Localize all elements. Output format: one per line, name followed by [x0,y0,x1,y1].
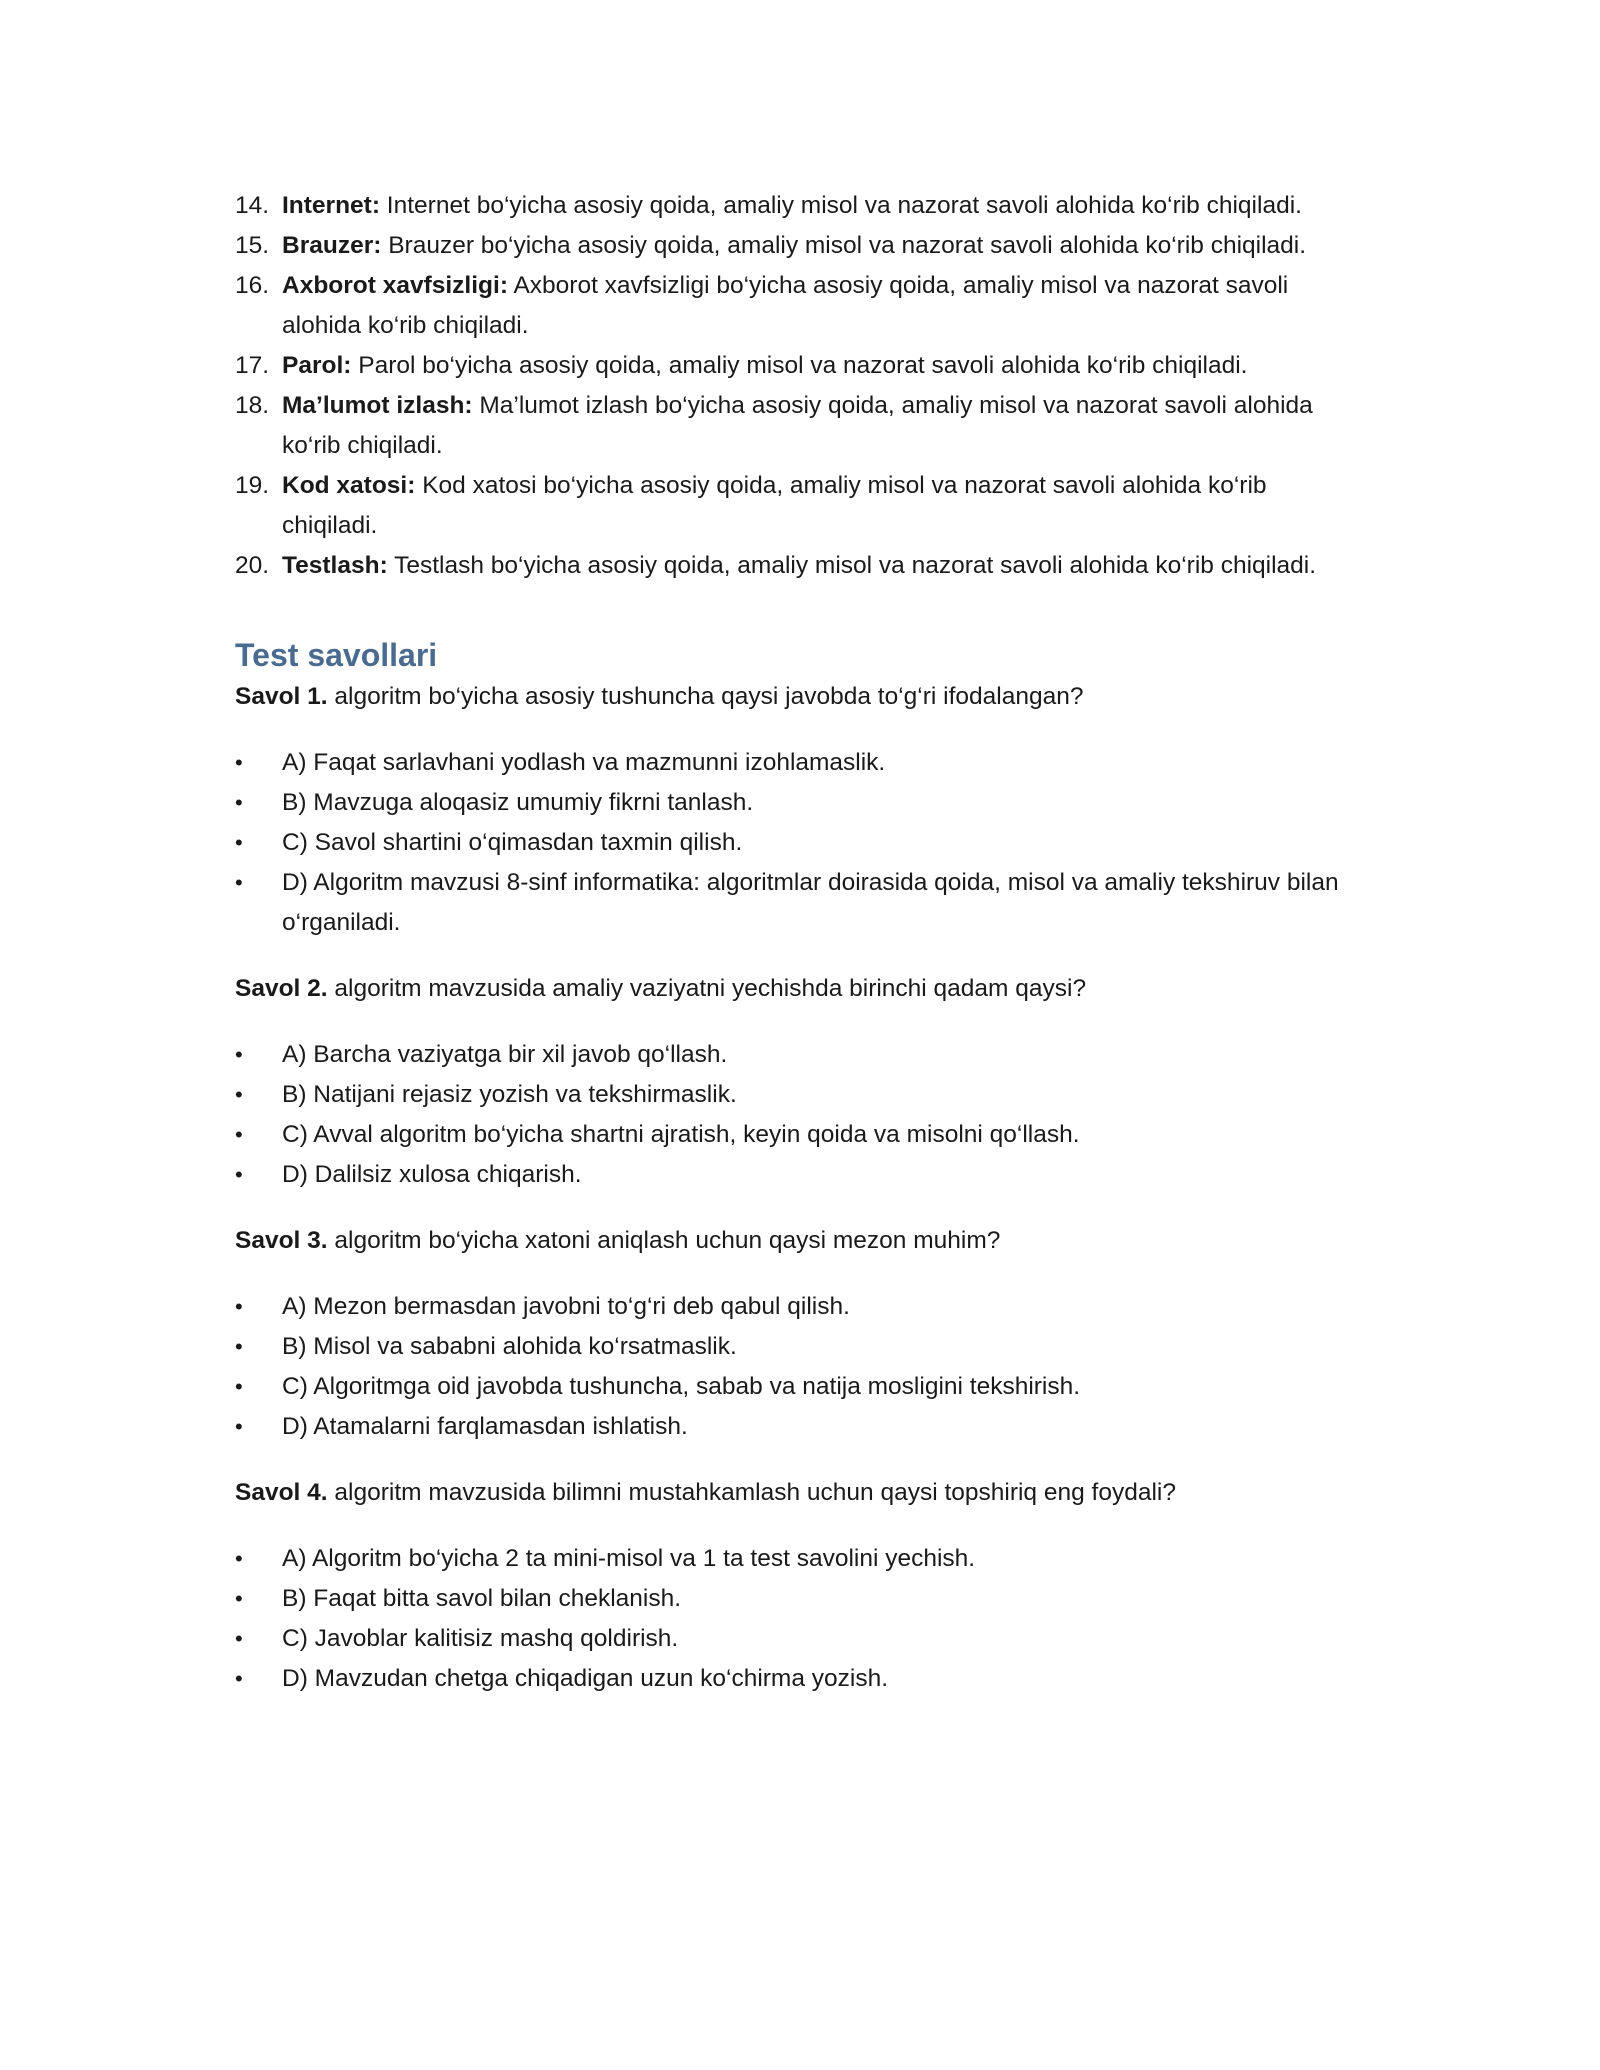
bullet-icon: • [235,1294,243,1319]
question-1-options [235,743,1355,943]
option-text: A) Barcha vaziyatga bir xil javob qo‘llash. [282,1041,728,1068]
answer-option [235,1619,1355,1659]
answer-option [235,1287,1355,1327]
terms-list [235,186,1355,586]
item-number: 18. [235,392,270,419]
option-text: B) Faqat bitta savol bilan cheklanish. [282,1585,682,1612]
bullet-icon: • [235,1122,243,1147]
bullet-icon: • [235,1042,243,1067]
answer-option [235,1407,1355,1447]
answer-option [235,1659,1355,1699]
bullet-icon: • [235,1374,243,1399]
answer-option [235,783,1355,823]
question-label: Savol 1. [235,683,328,710]
item-number: 20. [235,552,270,579]
question-1 [235,677,1355,717]
list-item [235,186,1355,226]
bullet-icon: • [235,1082,243,1107]
item-text: Axborot xavfsizligi bo‘yicha asosiy qoida, amaliy misol va nazorat savoli alohida ko‘rib chiqiladi. [282,272,1289,339]
item-number: 19. [235,472,270,499]
answer-option [235,1155,1355,1195]
item-number: 16. [235,272,270,299]
option-text: A) Algoritm bo‘yicha 2 ta mini-misol va 1 ta test savolini yechish. [282,1545,976,1572]
question-3-options [235,1287,1355,1447]
item-term: Kod xatosi: [282,472,416,499]
item-text: Kod xatosi bo‘yicha asosiy qoida, amaliy misol va nazorat savoli alohida ko‘rib chiqiladi. [282,472,1267,539]
option-text: C) Algoritmga oid javobda tushuncha, sabab va natija mosligini tekshirish. [282,1373,1081,1400]
list-item [235,466,1355,546]
bullet-icon: • [235,790,243,815]
question-2-options [235,1035,1355,1195]
question-2 [235,969,1355,1009]
question-text: algoritm mavzusida bilimni mustahkamlash uchun qaysi topshiriq eng foydali? [327,1479,1176,1506]
item-term: Parol: [282,352,352,379]
question-label: Savol 2. [235,975,328,1002]
option-text: B) Natijani rejasiz yozish va tekshirmaslik. [282,1081,737,1108]
option-text: C) Javoblar kalitisiz mashq qoldirish. [282,1625,679,1652]
item-text: Internet bo‘yicha asosiy qoida, amaliy misol va nazorat savoli alohida ko‘rib chiqiladi. [380,192,1302,219]
list-item [235,266,1355,346]
answer-option [235,1539,1355,1579]
answer-option [235,1035,1355,1075]
item-term: Testlash: [282,552,388,579]
answer-option [235,823,1355,863]
option-text: A) Mezon bermasdan javobni to‘g‘ri deb qabul qilish. [282,1293,850,1320]
list-item [235,386,1355,466]
bullet-icon: • [235,750,243,775]
bullet-icon: • [235,870,243,895]
item-number: 14. [235,192,270,219]
answer-option [235,1075,1355,1115]
option-text: C) Savol shartini o‘qimasdan taxmin qilish. [282,829,743,856]
option-text: D) Dalilsiz xulosa chiqarish. [282,1161,582,1188]
question-label: Savol 4. [235,1479,328,1506]
answer-option [235,1579,1355,1619]
answer-option [235,1327,1355,1367]
bullet-icon: • [235,1626,243,1651]
item-text: Parol bo‘yicha asosiy qoida, amaliy misol va nazorat savoli alohida ko‘rib chiqiladi. [351,352,1248,379]
list-item [235,546,1355,586]
item-term: Internet: [282,192,380,219]
bullet-icon: • [235,1334,243,1359]
question-4-options [235,1539,1355,1699]
item-number: 15. [235,232,270,259]
item-number: 17. [235,352,270,379]
bullet-icon: • [235,1666,243,1691]
item-term: Axborot xavfsizligi: [282,272,508,299]
question-text: algoritm bo‘yicha xatoni aniqlash uchun qaysi mezon muhim? [327,1227,1001,1254]
question-text: algoritm mavzusida amaliy vaziyatni yechishda birinchi qadam qaysi? [327,975,1087,1002]
item-text: Ma’lumot izlash bo‘yicha asosiy qoida, amaliy misol va nazorat savoli alohida ko‘rib chiqiladi. [282,392,1313,459]
bullet-icon: • [235,1546,243,1571]
answer-option [235,863,1355,943]
item-term: Brauzer: [282,232,382,259]
answer-option [235,1115,1355,1155]
item-text: Testlash bo‘yicha asosiy qoida, amaliy misol va nazorat savoli alohida ko‘rib chiqiladi. [387,552,1317,579]
option-text: C) Avval algoritm bo‘yicha shartni ajratish, keyin qoida va misolni qo‘llash. [282,1121,1080,1148]
option-text: D) Mavzudan chetga chiqadigan uzun ko‘chirma yozish. [282,1665,889,1692]
bullet-icon: • [235,830,243,855]
answer-option [235,743,1355,783]
question-text: algoritm bo‘yicha asosiy tushuncha qaysi javobda to‘g‘ri ifodalangan? [327,683,1084,710]
list-item [235,226,1355,266]
question-4 [235,1473,1355,1513]
question-3 [235,1221,1355,1261]
answer-option [235,1367,1355,1407]
option-text: D) Algoritm mavzusi 8-sinf informatika: algoritmlar doirasida qoida, misol va amaliy tekshiruv bilan o‘rganiladi. [282,869,1339,936]
item-text: Brauzer bo‘yicha asosiy qoida, amaliy misol va nazorat savoli alohida ko‘rib chiqiladi. [381,232,1307,259]
section-heading: Test savollari [235,637,438,673]
option-text: B) Misol va sababni alohida ko‘rsatmaslik. [282,1333,737,1360]
bullet-icon: • [235,1586,243,1611]
list-item [235,346,1355,386]
option-text: B) Mavzuga aloqasiz umumiy fikrni tanlash. [282,789,754,816]
item-term: Ma’lumot izlash: [282,392,473,419]
bullet-icon: • [235,1162,243,1187]
option-text: D) Atamalarni farqlamasdan ishlatish. [282,1413,688,1440]
document-body [235,186,1355,1725]
option-text: A) Faqat sarlavhani yodlash va mazmunni izohlamaslik. [282,749,886,776]
question-label: Savol 3. [235,1227,328,1254]
bullet-icon: • [235,1414,243,1439]
